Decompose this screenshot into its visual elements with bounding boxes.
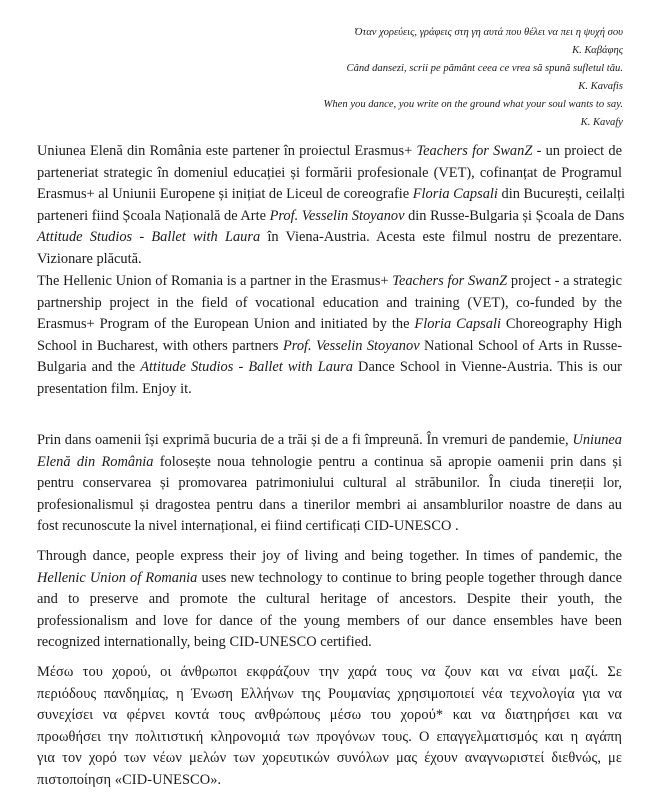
text-segment: uses new technology to continue to bring people together through dance — [197, 569, 623, 586]
text-segment: Through dance, people express their joy of living and being together. In times of pandemic, the — [37, 548, 622, 564]
text-segment: presentation film. Enjoy it. — [37, 380, 192, 397]
italic-phrase: Hellenic Union of Romania — [37, 569, 198, 586]
italic-phrase: Prof. Vesselin Stoyanov — [282, 337, 420, 354]
epigraph-romanian-author: K. Kavafis — [578, 81, 623, 92]
text-segment: Dance School in Vienne-Austria. This is our — [352, 359, 622, 376]
italic-phrase: Attitude Studios - Ballet with Laura — [140, 359, 353, 376]
text-segment: Uniunea Elenă din România este partener în proiectul Erasmus+ — [37, 143, 417, 159]
text-line — [37, 206, 625, 228]
text-segment: School in Bucharest, with others partners — [37, 337, 283, 354]
text-line — [37, 271, 622, 293]
text-segment: Vizionare plăcută. — [37, 250, 142, 267]
italic-phrase: Floria Capsali — [414, 316, 501, 333]
text-line — [37, 748, 622, 770]
text-line — [37, 568, 622, 590]
paragraph-english-intro — [37, 271, 622, 401]
text-segment: din Russe-Bulgaria și Școala de Dans — [404, 207, 625, 224]
text-line — [37, 495, 622, 517]
text-segment: fost recunoscute la nivel internațional, ei fiind certificați CID-UNESCO . — [37, 518, 459, 535]
epigraph — [203, 24, 623, 132]
text-segment: για τον χορό των νέων μελών των χορευτικών συνόλων μας έχουν αναγνωριστεί διεθνώς, με — [37, 750, 622, 767]
text-segment: din București, ceilalți — [497, 186, 626, 203]
text-segment: Prin dans oamenii își exprimă bucuria de a trăi și de a fi împreună. În vremuri de pandemie, — [37, 432, 573, 448]
text-segment: συνεχίσει να φέρνει κοντά τους ανθρώπους μέσω του χορού* και να διατηρήσει και να — [37, 707, 622, 724]
text-segment: Bulgaria and the — [37, 359, 141, 376]
text-segment: πιστοποίηση «CID-UNESCO». — [37, 771, 222, 788]
text-segment: περιόδους πανδημίας, η Ένωση Ελλήνων της Ρουμανίας χρησιμοποιεί νέα τεχνολογία για να — [37, 685, 622, 702]
paragraph-romanian-dance — [37, 430, 622, 538]
text-segment: folosește noua tehnologie pentru a continua să apropie oamenii prin dans și — [153, 453, 622, 470]
epigraph-english-quote: When you dance, you write on the ground what your soul wants to say. — [323, 99, 623, 110]
text-segment: - un proiect de — [532, 143, 622, 159]
text-line — [37, 546, 622, 568]
text-line — [37, 357, 622, 379]
italic-phrase: Attitude Studios - Ballet with Laura — [37, 229, 261, 246]
text-segment: pentru conservarea și promovarea patrimoniului cultural al străbunilor. În ciuda tinereții lor, — [37, 475, 622, 492]
italic-phrase: Teachers for SwanZ — [392, 273, 508, 289]
text-segment: recognized internationally, being CID-UNESCO certified. — [37, 634, 372, 651]
italic-phrase: Uniunea — [572, 432, 622, 448]
italic-phrase: Floria Capsali — [412, 186, 498, 203]
text-segment: project - a strategic — [507, 273, 622, 289]
text-line — [37, 684, 622, 706]
paragraph-romanian-intro — [37, 141, 626, 271]
text-segment: and to preserve and promote the cultural heritage of ancestors. Despite their youth, the — [37, 591, 622, 608]
epigraph-greek-author: Κ. Καβάφης — [572, 45, 623, 56]
text-line — [37, 632, 622, 654]
text-segment: profesionalismul și dragostea pentru dans a tinerilor membri ai ansamblurilor noastre de dans au — [37, 496, 622, 513]
text-line — [37, 184, 626, 206]
text-line — [37, 770, 622, 792]
paragraph-greek-dance — [37, 662, 622, 792]
text-line — [37, 452, 622, 474]
text-segment: parteneri fiind Școala Națională de Arte — [37, 207, 270, 224]
text-segment: προωθήσει την πολιτιστική κληρονομιά των προγόνων τους. Ο επαγγελματισμός και η αγάπη — [37, 728, 622, 745]
text-segment: professionalism and love for dance of the young members of our dance ensembles have been — [37, 612, 622, 629]
text-segment: Erasmus+ Program of the European Union and initiated by the — [37, 316, 415, 333]
italic-phrase: Elenă din România — [37, 453, 154, 470]
text-segment: Choreography High — [500, 316, 622, 333]
paragraph-english-dance — [37, 546, 622, 654]
text-segment: The Hellenic Union of Romania is a partner in the Erasmus+ — [37, 273, 393, 289]
text-line — [37, 589, 622, 611]
text-segment: Μέσω του χορού, οι άνθρωποι εκφράζουν την χαρά τους να ζουν και να είναι μαζί. Σε — [37, 664, 622, 680]
text-segment: în Viena-Austria. Acesta este filmul nostru de prezentare. — [260, 229, 622, 246]
text-line — [37, 379, 622, 401]
text-line — [37, 727, 622, 749]
text-line — [37, 249, 622, 271]
epigraph-greek-quote: Όταν χορεύεις, γράφεις στη γη αυτά που θέλει να πει η ψυχή σου — [354, 27, 623, 38]
text-line — [37, 705, 622, 727]
text-line — [37, 141, 622, 163]
text-segment: partnership project in the field of vocational education and training (VET), co-funded by the — [37, 294, 622, 311]
text-line — [37, 662, 622, 684]
text-line — [37, 227, 622, 249]
text-line — [37, 473, 622, 495]
epigraph-romanian-quote: Când dansezi, scrii pe pământ ceea ce vrea să spună sufletul tău. — [346, 63, 623, 74]
text-line — [37, 516, 622, 538]
epigraph-english-author: K. Kavafy — [580, 117, 623, 128]
text-line — [37, 293, 622, 315]
text-line — [37, 163, 622, 185]
italic-phrase: Prof. Vesselin Stoyanov — [269, 207, 405, 224]
text-line — [37, 314, 622, 336]
text-line — [37, 336, 622, 358]
text-segment: National School of Arts in Russe- — [419, 337, 622, 354]
text-line — [37, 611, 622, 633]
italic-phrase: Teachers for SwanZ — [416, 143, 533, 159]
text-segment: parteneriat strategic în domeniul educației și formării profesionale (VET), cofinanțat de Programul — [37, 164, 622, 181]
text-segment: Erasmus+ al Uniunii Europene și inițiat de Liceul de coreografie — [37, 186, 413, 203]
text-line — [37, 430, 622, 452]
